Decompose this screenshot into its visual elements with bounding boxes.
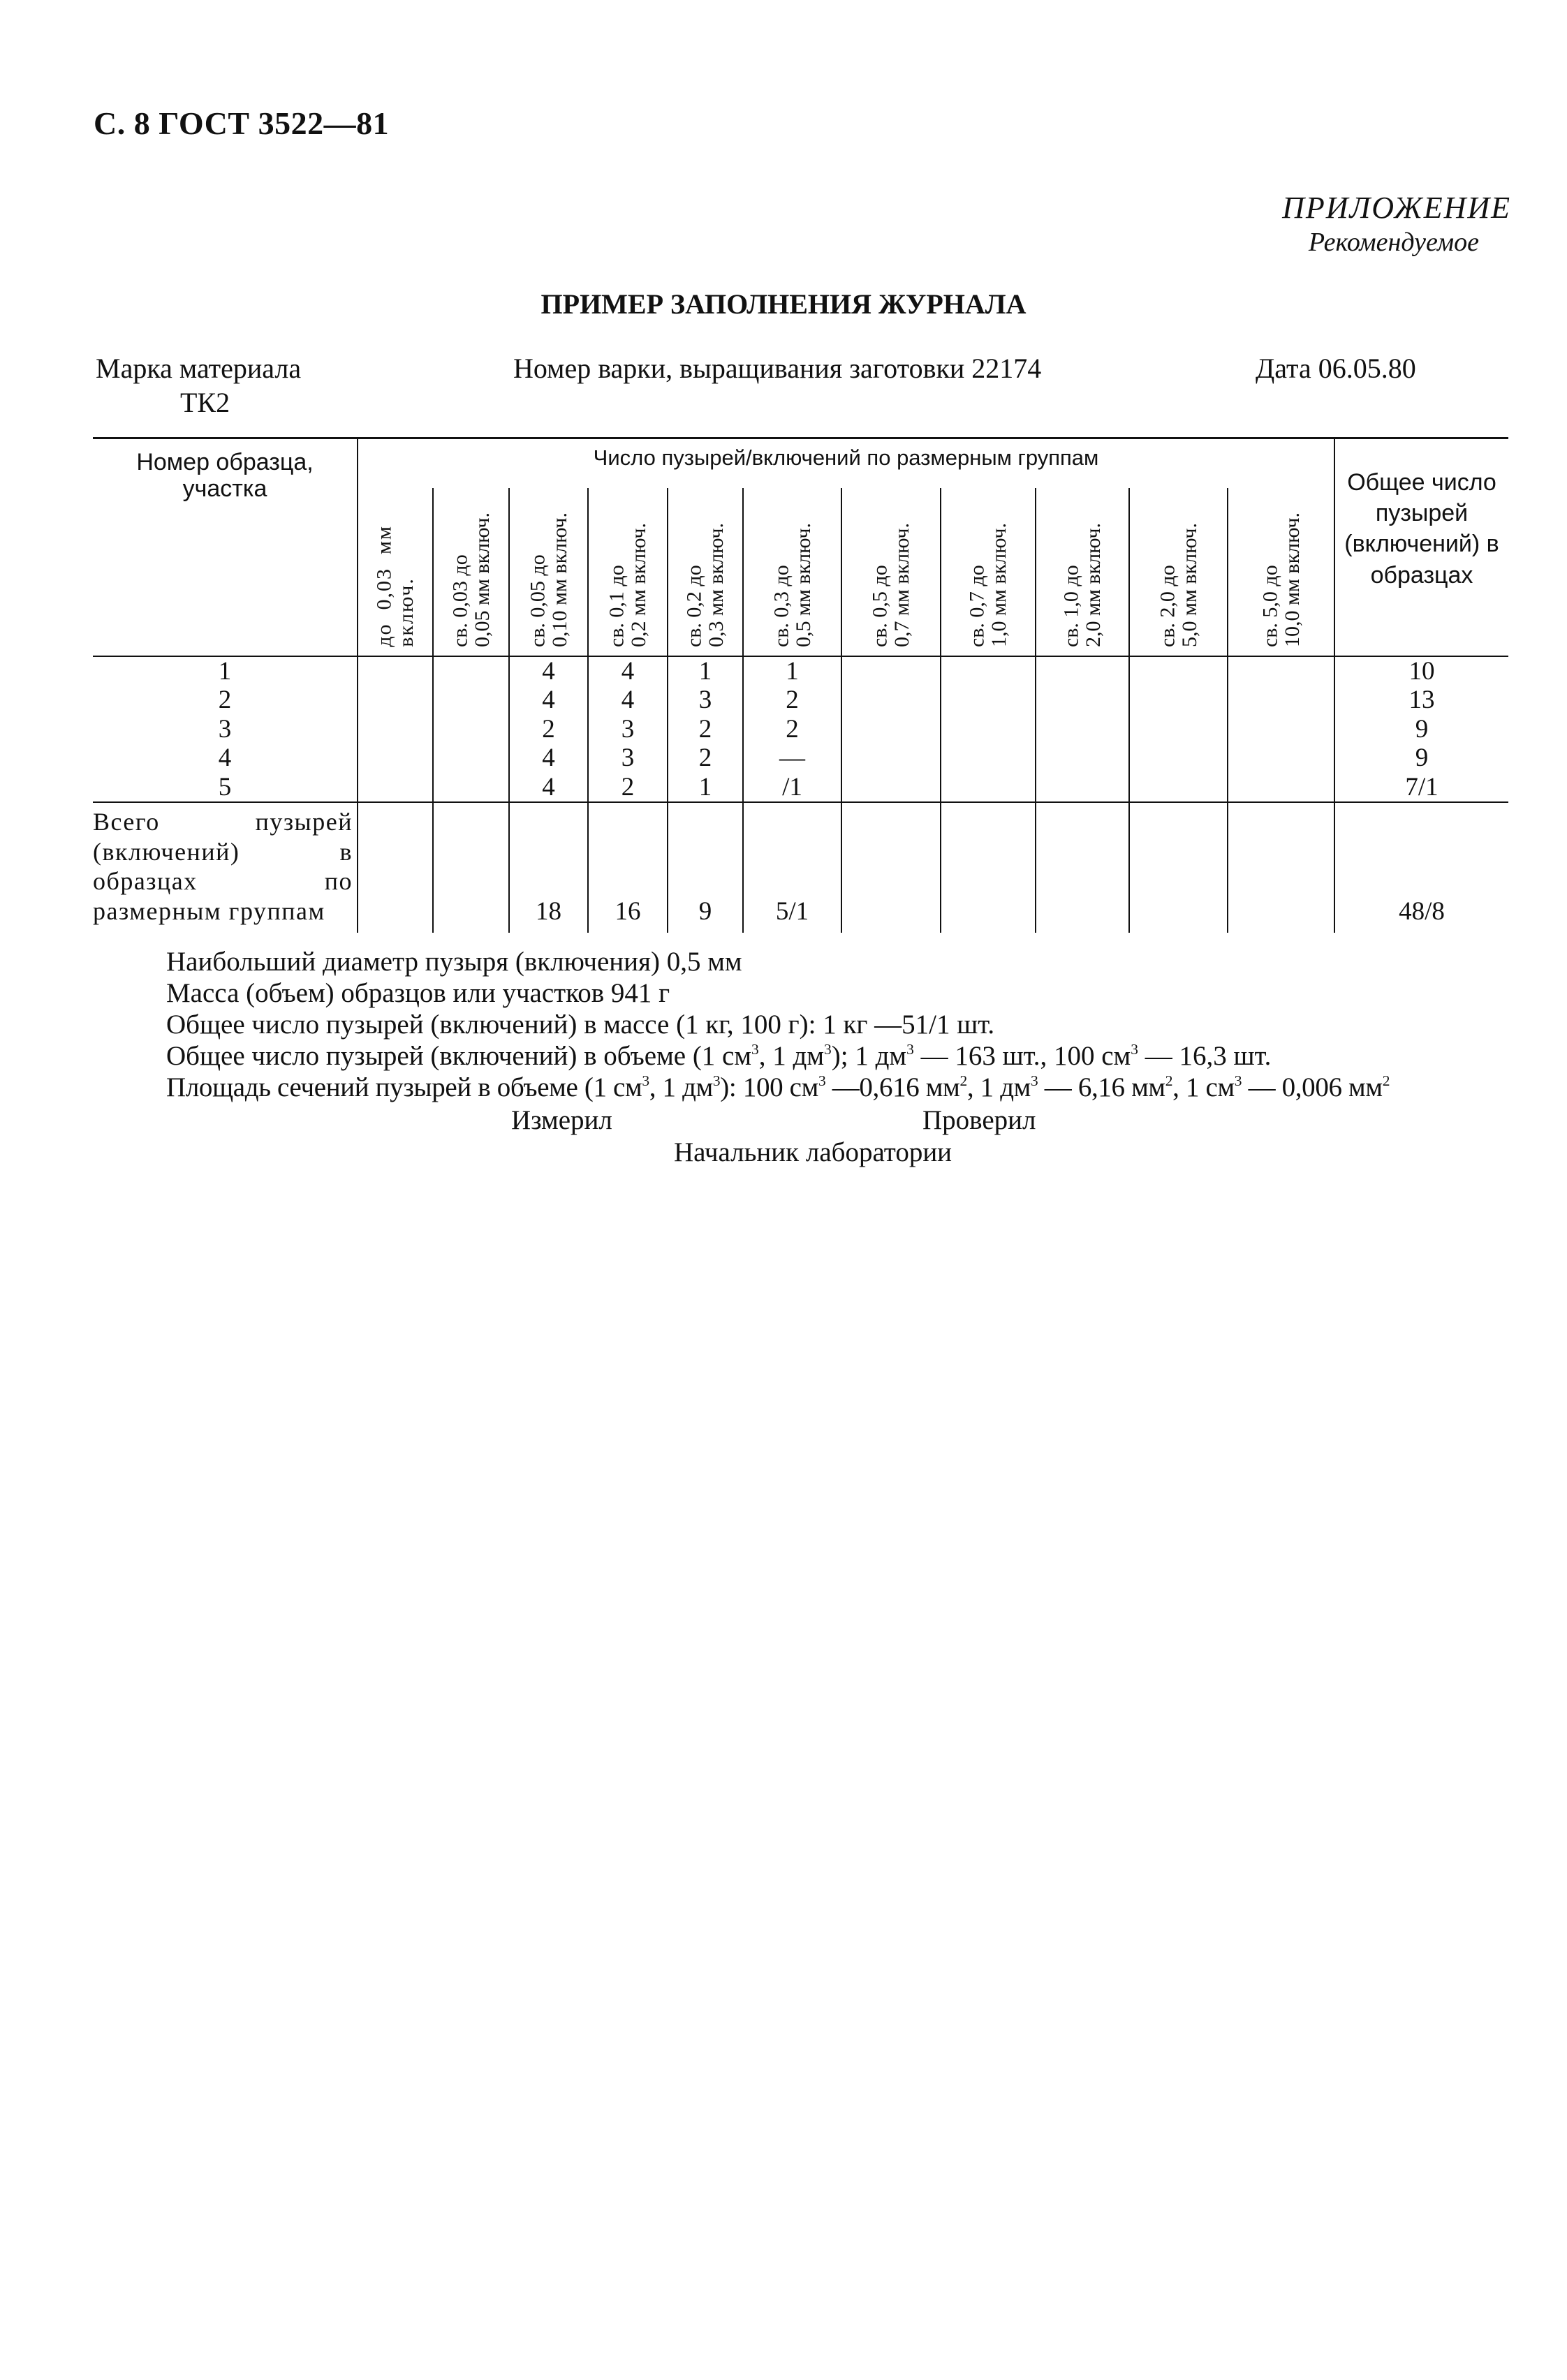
table-cell: [358, 656, 433, 686]
table-cell: 16: [588, 802, 668, 933]
table-cell: 2: [509, 715, 588, 744]
table-cell: [433, 802, 509, 933]
table-cell: 2: [588, 773, 668, 802]
table-cell: 1: [668, 656, 743, 686]
table-cell: [941, 656, 1036, 686]
table-cell: [841, 686, 941, 714]
table-cell: 3: [588, 715, 668, 744]
size-group-header: св. 5,0 до 10,0 мм включ.: [1228, 488, 1334, 656]
table-cell: [1129, 686, 1228, 714]
table-cell: 4: [509, 656, 588, 686]
table-cell: [1036, 773, 1129, 802]
table-cell: [433, 656, 509, 686]
size-group-header: св. 0,7 до 1,0 мм включ.: [941, 488, 1036, 656]
table-cell: 18: [509, 802, 588, 933]
table-cell: 4: [509, 686, 588, 714]
table-cell: 2: [668, 715, 743, 744]
table-cell: [941, 773, 1036, 802]
signature-measured: Измерил: [511, 1105, 612, 1135]
size-group-header: св. 0,05 до 0,10 мм включ.: [509, 488, 588, 656]
table-cell: 4: [509, 744, 588, 772]
table-cell: —: [743, 744, 841, 772]
table-cell: 2: [668, 744, 743, 772]
sample-number: 4: [218, 744, 232, 773]
table-cell: [358, 715, 433, 744]
size-group-header: св. 0,3 до 0,5 мм включ.: [743, 488, 841, 656]
sample-number: 3: [218, 714, 232, 744]
table-cell: [433, 686, 509, 714]
table-cell: 5/1: [743, 802, 841, 933]
page-header: С. 8 ГОСТ 3522—81: [94, 105, 390, 141]
table-cell: 3: [588, 744, 668, 772]
table-row: [93, 686, 1508, 714]
table-cell: [941, 715, 1036, 744]
document-title: ПРИМЕР ЗАПОЛНЕНИЯ ЖУРНАЛА: [540, 288, 1027, 320]
table-cell: 4: [509, 773, 588, 802]
table-cell: [1036, 802, 1129, 933]
grand-total: 48/8: [1334, 802, 1508, 933]
sample-number: 1: [218, 657, 232, 686]
row-total: 9: [1334, 744, 1508, 772]
table-cell: [358, 744, 433, 772]
table-cell: [1228, 744, 1334, 772]
size-group-header: св. 0,5 до 0,7 мм включ.: [841, 488, 941, 656]
note-count-volume: Общее число пузырей (включений) в объеме (1 $см^3$, 1 $дм^3$); 1 $дм^3$ — 163 шт., 100 $см^3$ — 16,3 шт.: [166, 1041, 1272, 1071]
size-group-header: св. 1,0 до 2,0 мм включ.: [1036, 488, 1129, 656]
table-cell: [1228, 686, 1334, 714]
table-cell: 4: [588, 686, 668, 714]
heat-number: Номер варки, выращивания заготовки 22174: [513, 353, 1042, 384]
table-cell: [1129, 715, 1228, 744]
size-groups-header: Число пузырей/включений по размерным группам: [358, 438, 1334, 489]
appendix-subtitle: Рекомендуемое: [1308, 228, 1479, 257]
table-cell: [1129, 744, 1228, 772]
table-cell: [841, 802, 941, 933]
size-group-header: св. 0,2 до 0,3 мм включ.: [668, 488, 743, 656]
material-value: ТК2: [180, 387, 230, 418]
sample-column-header: Номер образца, участка: [93, 438, 358, 657]
table-cell: [1036, 744, 1129, 772]
table-row: [93, 656, 1508, 686]
table-cell: [1129, 656, 1228, 686]
table-cell: [841, 715, 941, 744]
sample-number: 5: [93, 773, 358, 802]
table-cell: [1228, 715, 1334, 744]
sample-number: 2: [218, 686, 232, 715]
table-cell: [841, 656, 941, 686]
header-row: [93, 438, 1508, 489]
table-cell: [1036, 656, 1129, 686]
table-cell: [1228, 773, 1334, 802]
table-cell: 3: [668, 686, 743, 714]
signature-lab-head: Начальник лаборатории: [674, 1137, 952, 1167]
table-row: [93, 715, 1508, 744]
table-cell: 4: [588, 656, 668, 686]
table-cell: [433, 773, 509, 802]
table-cell: [358, 686, 433, 714]
table-cell: 2: [743, 686, 841, 714]
note-max-diameter: Наибольший диаметр пузыря (включения) 0,5 мм: [166, 947, 742, 977]
row-total: 7/1: [1334, 773, 1508, 802]
table-cell: [841, 773, 941, 802]
table-cell: 1: [743, 656, 841, 686]
table-row: [93, 773, 1508, 802]
table-cell: [1228, 656, 1334, 686]
note-area-volume: Площадь сечений пузырей в объеме (1 $см^3$, 1 $дм^3$): 100 $см^3$ —0,616 $мм^2$, 1 $дм^3$ — 6,16 $мм^2$, 1 $см^3$ — 0,006 $мм^2$: [166, 1072, 1390, 1102]
size-group-header: св. 0,1 до 0,2 мм включ.: [588, 488, 668, 656]
note-count-mass: Общее число пузырей (включений) в массе (1 кг, 100 г): 1 кг —51/1 шт.: [166, 1010, 995, 1040]
table-cell: [841, 744, 941, 772]
table-cell: [941, 802, 1036, 933]
table-cell: [358, 773, 433, 802]
size-group-header: св. 0,03 до 0,05 мм включ.: [433, 488, 509, 656]
table-row: [93, 744, 1508, 772]
table-cell: [941, 686, 1036, 714]
table-cell: 1: [668, 773, 743, 802]
table-cell: [358, 802, 433, 933]
table-cell: 2: [743, 715, 841, 744]
date-field: Дата 06.05.80: [1256, 353, 1416, 384]
row-total: 9: [1334, 715, 1508, 744]
journal-table: [93, 437, 1508, 933]
row-total: 10: [1334, 656, 1508, 686]
signature-checked: Проверил: [922, 1105, 1036, 1135]
table-cell: [1129, 773, 1228, 802]
table-cell: [941, 744, 1036, 772]
table-cell: [433, 744, 509, 772]
material-label: Марка материала: [96, 353, 302, 384]
table-cell: [1129, 802, 1228, 933]
table-cell: [1036, 686, 1129, 714]
total-column-header: Общее число пузырей (включений) в образцах: [1334, 438, 1508, 657]
table-cell: 9: [668, 802, 743, 933]
table-cell: [1228, 802, 1334, 933]
totals-label: Всего пузырей (включений) в образцах по размерным группам: [93, 808, 353, 925]
size-group-header: до 0,03 мм включ.: [358, 488, 433, 656]
table-cell: /1: [743, 773, 841, 802]
appendix-title: ПРИЛОЖЕНИЕ: [1282, 191, 1511, 225]
row-total: 13: [1334, 686, 1508, 714]
note-mass: Масса (объем) образцов или участков 941 г: [166, 978, 670, 1008]
totals-row: [93, 802, 1508, 933]
table-cell: [1036, 715, 1129, 744]
size-group-header: св. 2,0 до 5,0 мм включ.: [1129, 488, 1228, 656]
table-cell: [433, 715, 509, 744]
